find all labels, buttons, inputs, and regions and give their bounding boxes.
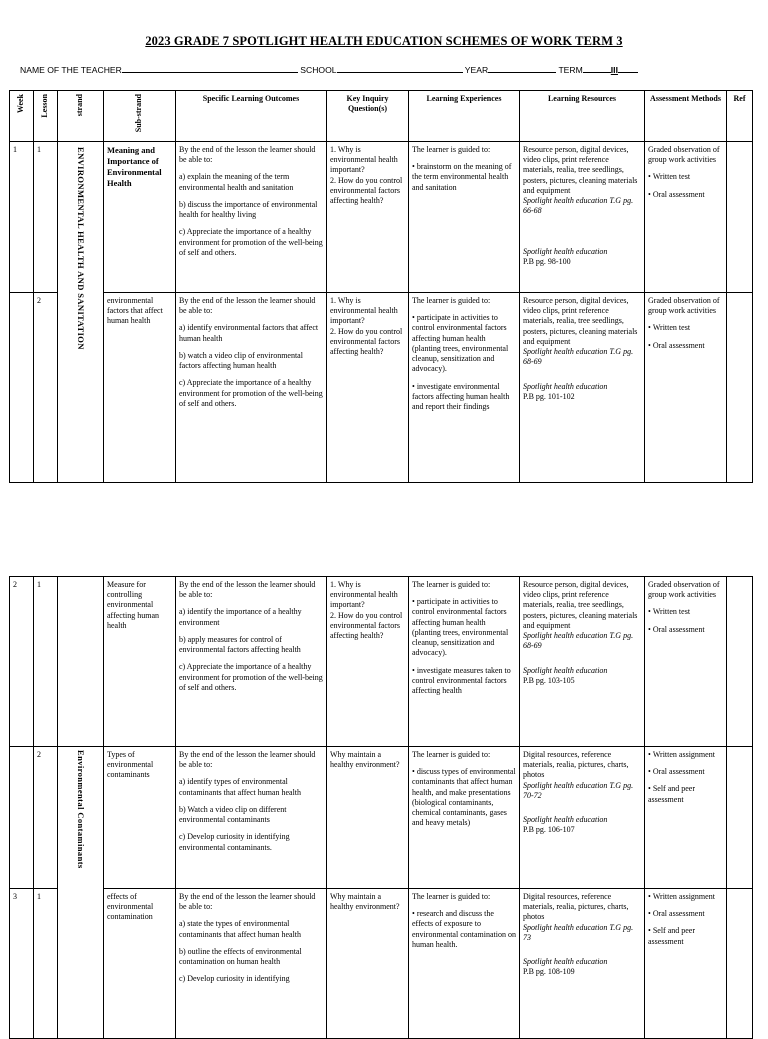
lesson-header: Lesson: [34, 91, 58, 142]
inquiry-cell: 1. Why is environmental health important? 2. How do you control environmental factors affecting health?: [327, 293, 409, 483]
ref-cell: [727, 889, 753, 1039]
year-label: YEAR: [464, 65, 489, 75]
assessment-header: Assessment Methods: [645, 91, 727, 142]
experiences-cell: The learner is guided to: • participate in activities to control environmental factors affecting human health (planting trees, environmental cleanup, sensitization and advocacy). • investigate environmental factors affecting human health and report their findings: [409, 293, 520, 483]
document-title: 2023 GRADE 7 SPOTLIGHT HEALTH EDUCATION SCHEMES OF WORK TERM 3: [145, 34, 623, 48]
substrand-header: Sub-strand: [104, 91, 176, 142]
resources-cell: Resource person, digital devices, video clips, print reference materials, realia, tree seedlings, posters, pictures, cleaning materials and equipment Spotlight health education T.G pg. 68-69 Spotlight health education P.B pg. 101-102: [520, 293, 645, 483]
term-value: III: [610, 65, 618, 75]
substrand-cell: Measure for controlling environmental affecting human health: [104, 577, 176, 747]
table-row: [10, 577, 753, 747]
strand-label: Environmental Contaminants: [75, 750, 86, 869]
inquiry-header: Key Inquiry Question(s): [327, 91, 409, 142]
schemes-table-page-1: [9, 90, 753, 483]
lesson-cell: 2: [34, 747, 58, 889]
term-blank-end: [618, 64, 638, 73]
ref-cell: [727, 747, 753, 889]
strand-cell: [58, 747, 104, 1039]
term-blank: [583, 64, 611, 73]
assessment-cell: Graded observation of group work activities • Written test • Oral assessment: [645, 142, 727, 293]
substrand-cell: environmental factors that affect human health: [104, 293, 176, 483]
week-cell: [10, 293, 34, 483]
ref-cell: [727, 577, 753, 747]
ref-cell: [727, 142, 753, 293]
resources-cell: Resource person, digital devices, video clips, print reference materials, realia, tree seedlings, posters, pictures, cleaning materials and equipment Spotlight health education T.G pg. 66-68 Spotlight health education P.B pg. 98-100: [520, 142, 645, 293]
resources-cell: Resource person, digital devices, video clips, print reference materials, realia, tree seedlings, posters, pictures, cleaning materials and equipment Spotlight health education T.G pg. 68-69 Spotlight health education P.B pg. 103-105: [520, 577, 645, 747]
table-row: [10, 889, 753, 1039]
strand-cell: [58, 142, 104, 483]
week-cell: [10, 747, 34, 889]
table-row: [10, 293, 753, 483]
week-cell: 3: [10, 889, 34, 1039]
term-label: TERM: [558, 65, 583, 75]
table-row: [10, 142, 753, 293]
assessment-cell: • Written assignment • Oral assessment • Self and peer assessment: [645, 889, 727, 1039]
inquiry-cell: 1. Why is environmental health important? 2. How do you control environmental factors affecting health?: [327, 142, 409, 293]
school-blank: [337, 64, 463, 73]
substrand-cell: Meaning and Importance of Environmental Health: [104, 142, 176, 293]
experiences-cell: The learner is guided to: • discuss types of environmental contaminants that affect human health, and make presentations (biological contaminants, chemical contaminants, gases and heavy metals): [409, 747, 520, 889]
schemes-table-page-2: [9, 576, 753, 1039]
year-blank: [488, 64, 556, 73]
outcomes-header: Specific Learning Outcomes: [176, 91, 327, 142]
teacher-blank: [122, 64, 298, 73]
header-row: [10, 91, 753, 142]
outcomes-cell: By the end of the lesson the learner should be able to: a) identify environmental factors that affect human health b) watch a video clip of environmental factors affecting human health c) Appreciate the importance of a healthy environment for promotion of the well-being of self and others.: [176, 293, 327, 483]
lesson-cell: 1: [34, 577, 58, 747]
lesson-cell: 1: [34, 889, 58, 1039]
assessment-cell: Graded observation of group work activities • Written test • Oral assessment: [645, 293, 727, 483]
substrand-cell: Types of environmental contaminants: [104, 747, 176, 889]
teacher-label: NAME OF THE TEACHER: [20, 65, 122, 75]
experiences-cell: The learner is guided to: • participate in activities to control environmental factors affecting human health (planting trees, environmental cleanup, sensitization and advocacy). • investigate measures taken to control environmental factors affecting health: [409, 577, 520, 747]
assessment-cell: Graded observation of group work activities • Written test • Oral assessment: [645, 577, 727, 747]
lesson-cell: 1: [34, 142, 58, 293]
table-row: [10, 747, 753, 889]
ref-cell: [727, 293, 753, 483]
week-header: Week: [10, 91, 34, 142]
inquiry-cell: Why maintain a healthy environment?: [327, 747, 409, 889]
school-label: SCHOOL: [300, 65, 337, 75]
inquiry-cell: 1. Why is environmental health important? 2. How do you control environmental factors affecting health?: [327, 577, 409, 747]
experiences-cell: The learner is guided to: • research and discuss the effects of exposure to environmental contamination on human health.: [409, 889, 520, 1039]
strand-header: strand: [58, 91, 104, 142]
outcomes-cell: By the end of the lesson the learner should be able to: a) identify types of environmental contaminants that affect human health b) Watch a video clip on different environmental contaminants c) Develop curiosity in identifying environmental contaminants.: [176, 747, 327, 889]
strand-cell: [58, 577, 104, 747]
outcomes-cell: By the end of the lesson the learner should be able to: a) explain the meaning of the term environmental health and sanitation b) discuss the importance of environmental health for healthy living c) Appreciate the importance of a healthy environment for promotion of the well-being of self and others.: [176, 142, 327, 293]
lesson-cell: 2: [34, 293, 58, 483]
teacher-info-line: [20, 64, 760, 75]
resources-cell: Digital resources, reference materials, realia, pictures, charts, photos Spotlight health education T.G pg. 73 Spotlight health education P.B pg. 108-109: [520, 889, 645, 1039]
experiences-header: Learning Experiences: [409, 91, 520, 142]
substrand-cell: effects of environmental contamination: [104, 889, 176, 1039]
inquiry-cell: Why maintain a healthy environment?: [327, 889, 409, 1039]
resources-header: Learning Resources: [520, 91, 645, 142]
outcomes-cell: By the end of the lesson the learner should be able to: a) state the types of environmental contaminants that affect human health b) outline the effects of environmental contamination on human health c) Develop curiosity in identifying: [176, 889, 327, 1039]
assessment-cell: • Written assignment • Oral assessment • Self and peer assessment: [645, 747, 727, 889]
ref-header: Ref: [727, 91, 753, 142]
strand-label: ENVIRONMENTAL HEALTH AND SANITATION: [75, 147, 86, 350]
week-cell: 1: [10, 142, 34, 293]
experiences-cell: The learner is guided to: • brainstorm on the meaning of the term environmental health and sanitation: [409, 142, 520, 293]
outcomes-cell: By the end of the lesson the learner should be able to: a) identify the importance of a healthy environment b) apply measures for control of environmental factors affecting health c) Appreciate the importance of a healthy environment for promotion of the well-being of self and others.: [176, 577, 327, 747]
week-cell: 2: [10, 577, 34, 747]
resources-cell: Digital resources, reference materials, realia, pictures, charts, photos Spotlight health education T.G pg. 70-72 Spotlight health education P.B pg. 106-107: [520, 747, 645, 889]
